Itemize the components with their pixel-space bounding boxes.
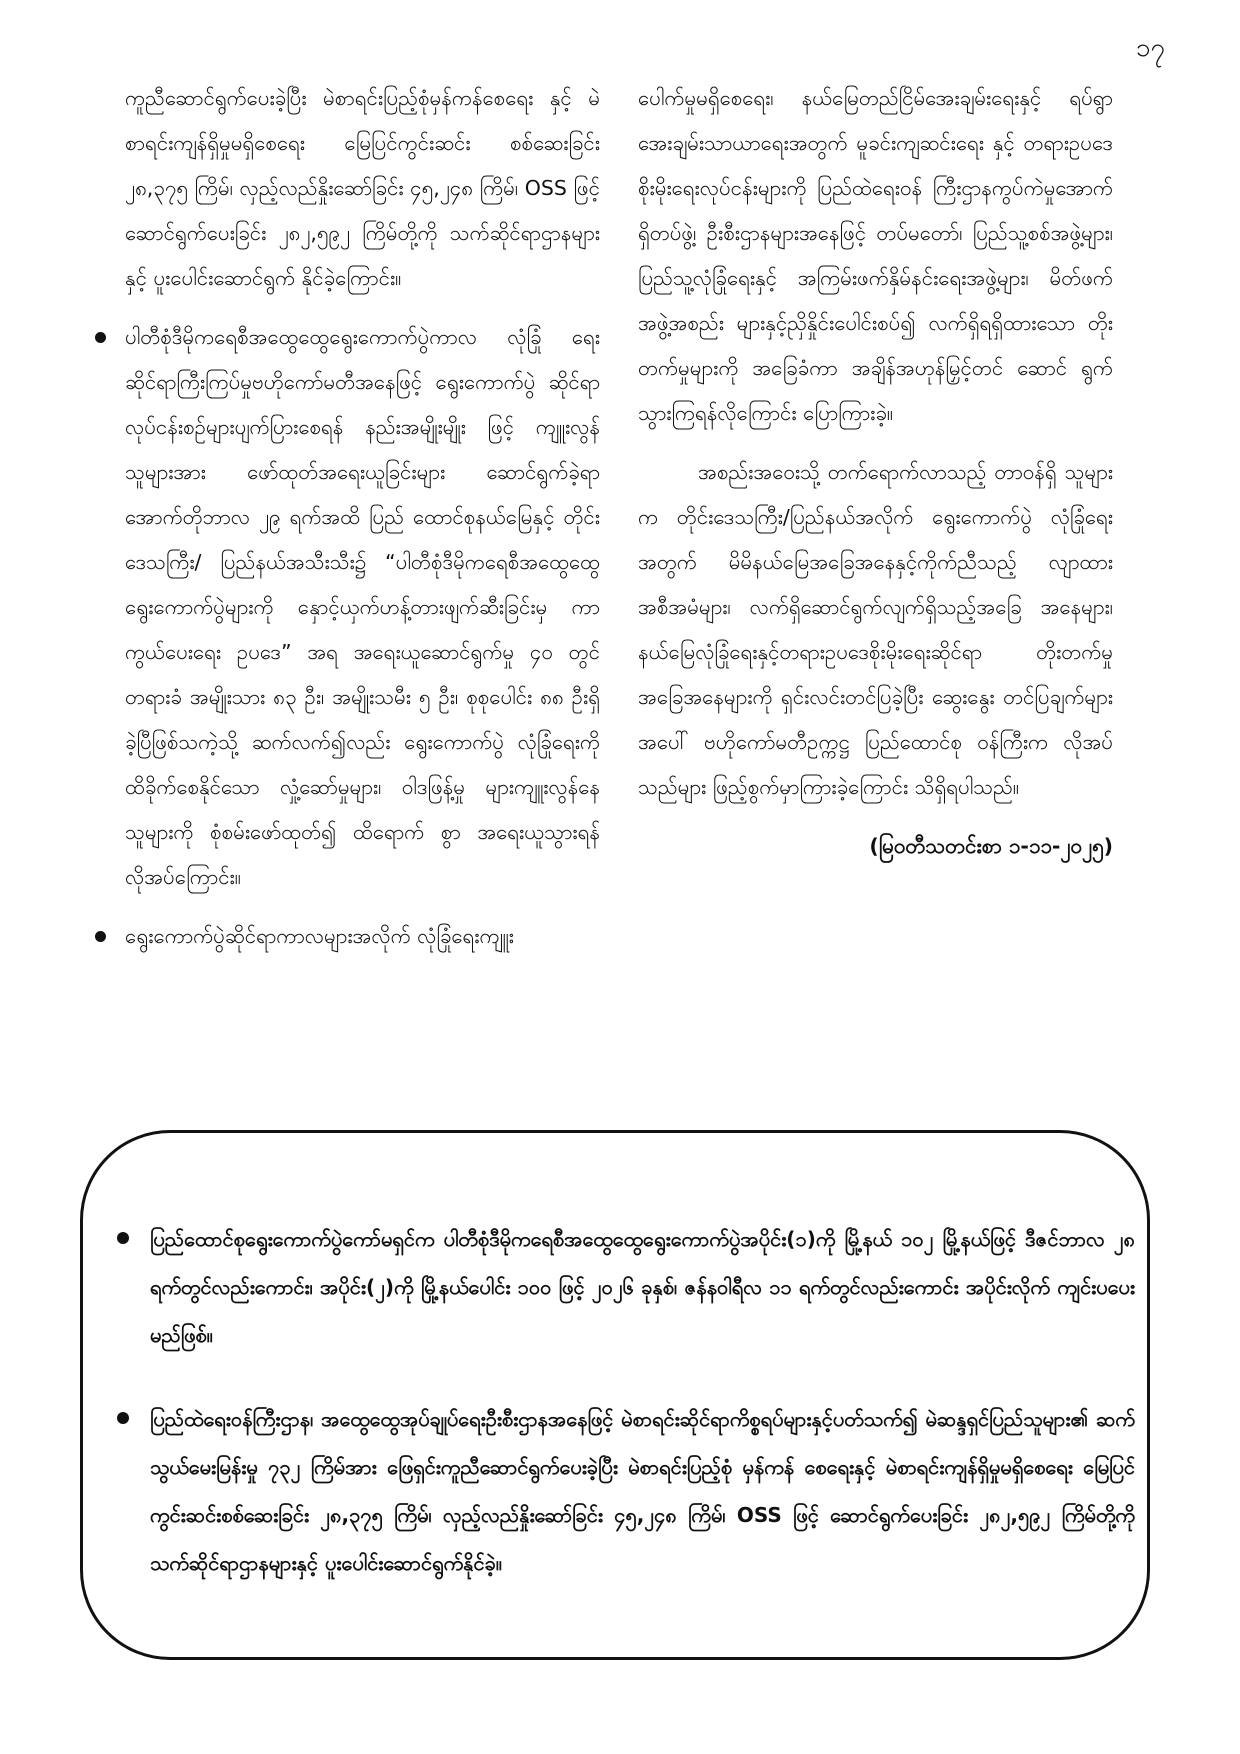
bullet-icon	[95, 332, 106, 343]
bullet-text: ရွေးကောက်ပွဲဆိုင်ရာကာလများအလိုက် လုံခြုံရေးကျူး	[125, 924, 514, 948]
paragraph-continuation: ပေါက်မှုမရှိစေရေး၊ နယ်မြေတည်ငြိမ်အေးချမ်းရေးနှင့် ရပ်ရွာအေးချမ်းသာယာရေးအတွက် မူခင်းကျဆင်းရေး နှင့် တရားဥပဒေစိုးမိုးရေးလုပ်ငန်းများကို ပြည်ထဲရေးဝန် ကြီးဌာနကွပ်ကဲမှုအောက်ရှိတပ်ဖွဲ့၊ ဦးစီးဌာနများအနေဖြင့် တပ်မတော်၊ ပြည်သူ့စစ်အဖွဲ့များ၊ ပြည်သူ့လုံခြုံရေးနှင့် အကြမ်းဖက်နှိမ်နင်းရေးအဖွဲ့များ၊ မိတ်ဖက်အဖွဲ့အစည်း များနှင့်ညှိနှိုင်းပေါင်းစပ်၍ လက်ရှိရရှိထားသော တိုး တက်မှုများကို အခြေခံကာ အချိန်အဟုန်မြှင့်တင် ဆောင် ရွက်သွားကြရန်လိုကြောင်း ပြောကြားခဲ့။	[638, 86, 1113, 425]
bullet-icon	[117, 1232, 129, 1244]
right-column	[638, 76, 1113, 883]
left-column	[125, 76, 600, 973]
bullet-item	[125, 914, 600, 959]
paragraph: အစည်းအဝေးသို့ တက်ရောက်လာသည့် တာဝန်ရှိ သူများက တိုင်းဒေသကြီး/ပြည်နယ်အလိုက် ရွေးကောက်ပွဲ လုံခြုံရေးအတွက် မိမိနယ်မြေအခြေအနေနှင့်ကိုက်ညီသည့် လျာထားအစီအမံများ၊ လက်ရှိဆောင်ရွက်လျက်ရှိသည့်အခြေ အနေများ၊ နယ်မြေလုံခြုံရေးနှင့်တရားဥပဒေစိုးမိုးရေးဆိုင်ရာ တိုးတက်မှုအခြေအနေများကို ရှင်းလင်းတင်ပြခဲ့ပြီး ဆွေးနွေး တင်ပြချက်များအပေါ် ဗဟိုကော်မတီဥက္ကဋ္ဌ ပြည်ထောင်စု ဝန်ကြီးက လိုအပ်သည်များ ဖြည့်စွက်မှာကြားခဲ့ကြောင်း သိရှိရပါသည်။	[638, 460, 1113, 799]
callout-item	[150, 1395, 1135, 1587]
callout-text: ပြည်ထောင်စုရွေးကောက်ပွဲကော်မရှင်က ပါတီစုံဒီမိုကရေစီအထွေထွေရွေးကောက်ပွဲအပိုင်း(၁)ကို မြို့နယ် ၁၀၂ မြို့နယ်ဖြင့် ဒီဇင်ဘာလ ၂၈ ရက်တွင်လည်းကောင်း၊ အပိုင်း(၂)ကို မြို့နယ်ပေါင်း ၁၀၀ ဖြင့် ၂၀၂၆ ခုနှစ်၊ ဇန်နဝါရီလ ၁၁ ရက်တွင်လည်းကောင်း အပိုင်းလိုက် ကျင်းပပေးမည်ဖြစ်။	[150, 1227, 1135, 1347]
bullet-item	[125, 315, 600, 900]
callout-text: ပြည်ထဲရေးဝန်ကြီးဌာန၊ အထွေထွေအုပ်ချုပ်ရေးဦးစီးဌာနအနေဖြင့် မဲစာရင်းဆိုင်ရာကိစ္စရပ်များနှင့်ပတ်သက်၍ မဲဆန္ဒရှင်ပြည်သူများ၏ ဆက်သွယ်မေးမြန်းမှု ၇၃၂ ကြိမ်အား ဖြေရှင်းကူညီဆောင်ရွက်ပေးခဲ့ပြီး မဲစာရင်းပြည့်စုံ မှန်ကန် စေရေးနှင့် မဲစာရင်းကျန်ရှိမှုမရှိစေရေး မြေပြင်ကွင်းဆင်းစစ်ဆေးခြင်း ၂၈,၃၇၅ ကြိမ်၊ လှည့်လည်နှိုးဆော်ခြင်း ၄၅,၂၄၈ ကြိမ်၊ OSS ဖြင့် ဆောင်ရွက်ပေးခြင်း ၂၈၂,၅၉၂ ကြိမ်တို့ကို သက်ဆိုင်ရာဌာနများနှင့် ပူးပေါင်းဆောင်ရွက်နိုင်ခဲ့။	[150, 1407, 1135, 1575]
source-citation: (မြဝတီသတင်းစာ ၁-၁၁-၂၀၂၅)	[869, 834, 1113, 858]
page-number: ၁၇	[1135, 33, 1165, 63]
bullet-text: ပါတီစုံဒီမိုကရေစီအထွေထွေရွေးကောက်ပွဲကာလ လုံခြုံ ရေးဆိုင်ရာကြီးကြပ်မှုဗဟိုကော်မတီအနေဖြင့် ရွေးကောက်ပွဲ ဆိုင်ရာလုပ်ငန်းစဉ်များပျက်ပြားစေရန် နည်းအမျိုးမျိုး ဖြင့် ကျူးလွန်သူများအား ဖော်ထုတ်အရေးယူခြင်းများ ဆောင်ရွက်ခဲ့ရာ အောက်တိုဘာလ ၂၉ ရက်အထိ ပြည် ထောင်စုနယ်မြေနှင့် တိုင်းဒေသကြီး/ ပြည်နယ်အသီးသီး၌ “ပါတီစုံဒီမိုကရေစီအထွေထွေ ရွေးကောက်ပွဲများကို နှောင့်ယှက်ဟန့်တားဖျက်ဆီးခြင်းမှ ကာကွယ်ပေးရေး ဥပဒေ” အရ အရေးယူဆောင်ရွက်မှု ၄၀ တွင် တရားခံ အမျိုးသား ၈၃ ဦး၊ အမျိုးသမီး ၅ ဦး၊ စုစုပေါင်း ၈၈ ဦးရှိ ခဲ့ပြီဖြစ်သကဲ့သို့ ဆက်လက်၍လည်း ရွေးကောက်ပွဲ လုံခြုံရေးကို ထိခိုက်စေနိုင်သော လှုံ့ဆော်မှုများ၊ ဝါဒဖြန့်မှု များကျူးလွန်နေသူများကို စုံစမ်းဖော်ထုတ်၍ ထိရောက် စွာ အရေးယူသွားရန် လိုအပ်ကြောင်း။	[125, 325, 600, 889]
callout-item	[150, 1215, 1135, 1359]
bullet-icon	[117, 1412, 129, 1424]
paragraph-continuation: ကူညီဆောင်ရွက်ပေးခဲ့ပြီး မဲစာရင်းပြည့်စုံမှန်ကန်စေရေး နှင့် မဲစာရင်းကျန်ရှိမှုမရှိစေရေး မြေပြင်ကွင်းဆင်း စစ်ဆေးခြင်း ၂၈,၃၇၅ ကြိမ်၊ လှည့်လည်နှိုးဆော်ခြင်း ၄၅,၂၄၈ ကြိမ်၊ OSS ဖြင့် ဆောင်ရွက်ပေးခြင်း ၂၈၂,၅၉၂ ကြိမ်တို့ကို သက်ဆိုင်ရာဌာနများနှင့် ပူးပေါင်းဆောင်ရွက် နိုင်ခဲ့ကြောင်း။	[125, 86, 600, 290]
bullet-icon	[95, 931, 106, 942]
